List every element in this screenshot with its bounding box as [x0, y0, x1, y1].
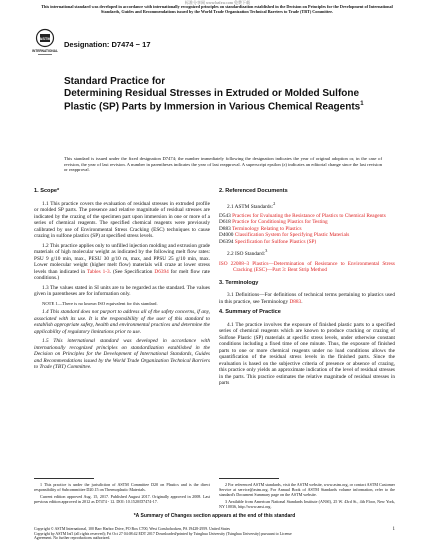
footnotes-left	[34, 473, 210, 506]
paragraph-1-2: 1.2 This practice applies only to unfilled injection molding and extrusion grade materials of high molecular weight as indicated by the following melt flow rates: PSU 9 g/10 min, max., PESU 30 g/10 m, max, and PPSU 25 g/10 min, max. Lower molecular weight (higher melt flow) materials will craze at lower stress levels than indicated in Tables 1-3. (See Specification D6394 for melt flow rate conditions.)	[34, 242, 211, 281]
title-line-2: Determining Residual Stresses in Extruded or Molded Sulfone Plastic (SP) Parts by Immersion in Various Chemical Reagents$^1$	[64, 87, 364, 113]
reference-item[interactable]	[219, 239, 395, 246]
reference-code: D618	[219, 219, 231, 226]
reference-code: D6394	[219, 238, 234, 245]
section-heading-scope: 1. Scope*	[34, 188, 60, 194]
copyright-block	[34, 527, 394, 541]
title-line-1: Standard Practice for	[64, 76, 166, 87]
iso-reference[interactable]: ISO 22088–3 Plastics—Determination of Resistance to Environmental Stress Cracking (ESC)—Part 3: Bent Strip Method	[219, 260, 395, 274]
left-column	[34, 188, 210, 374]
reference-code: D543	[219, 212, 231, 219]
footnote-2: 2 For referenced ASTM standards, visit the ASTM website, www.astm.org, or contact ASTM Customer Service at service@astm.org. For Annual Book of ASTM Standards volume information, refer to the standard's Document Summary page on the ASTM website.	[219, 482, 395, 497]
paragraph-1-5: 1.5 This international standard was developed in accordance with internationally recognized principles on standardization established in the Decision on Principles for the Development of International Standards, Guides and Recommendations issued by the World Trade Organization Technical Barriers to Trade (TBT) Committee.	[34, 338, 210, 371]
page-number: 1	[392, 527, 395, 532]
reference-title[interactable]: Classification System for Specifying Plastic Materials	[234, 232, 350, 239]
iso-standard-label: 2.2 ISO Standard:$^3$	[227, 248, 268, 258]
section-heading-terminology: 3. Terminology	[219, 279, 259, 286]
section-heading-summary: 4. Summary of Practice	[219, 309, 281, 316]
paragraph-4-1: 4.1 The practice involves the exposure of finished plastic parts to a specified series of chemical reagents which are known to produce cracking or crazing of Sulfone Plastic (SP) materials at specific stress levels, under otherwise constant conditions including a fixed time of one minute. Thus, the exposure of finished parts to one or more chemical reagents under no load conditions allows the quantification of the residual stress levels in the finished parts. Since the evaluation is based on the subjective criteria of presence or absence of crazing, this practice only yields an approximate indication of the level of residual stresses in the parts. This practice estimates the relative magnitude of residual stresses in parts	[219, 321, 395, 387]
license-line: Copyright by ASTM Int'l (all rights reserved); Fri Oct 27 04:08:42 EDT 2017 Downloaded/printed by Tsinghua University (Tsinghua University) pursuant to License Agreement. No further reproductions authorized.	[34, 531, 292, 541]
svg-text:ASTM: ASTM	[39, 36, 51, 42]
reference-title[interactable]: Practices for Evaluating the Resistance of Plastics to Chemical Reagents	[232, 212, 386, 219]
header-notice: This international standard was developed in accordance with internationally recognized principles on standardization established in the Decision on Principles for the Development of International Standards, Guides and Recommendations issued by the World Trade Organization Technical Barriers to Trade (TBT) Committee.	[41, 4, 393, 14]
astm-standards-label: 2.1 ASTM Standards:$^2$	[227, 200, 276, 210]
copyright-line: Copyright © ASTM International, 100 Barr Harbor Drive, PO Box C700, West Conshohocken, PA 19428-2959. United States	[34, 527, 230, 531]
svg-text:INTERNATIONAL: INTERNATIONAL	[32, 49, 58, 53]
footnote-1-edition: Current edition approved Aug. 15, 2017. Published August 2017. Originally approved in 2008. Last previous edition approved in 2012 as D7474 - 12. DOI: 10.1520/D7474-17.	[34, 494, 210, 504]
right-column	[219, 188, 395, 390]
section-heading-referenced-documents: 2. Referenced Documents	[219, 188, 288, 194]
reference-code: D883	[219, 225, 231, 232]
d6394-link[interactable]: D6394	[154, 268, 169, 275]
reference-title[interactable]: Terminology Relating to Plastics	[232, 225, 302, 232]
paragraph-3-1: 3.1 Definitions—For definitions of technical terms pertaining to plastics used in this practice, see Terminology D883.	[219, 292, 395, 305]
tables-link[interactable]: Tables 1-3	[86, 268, 110, 275]
astm-logo	[32, 28, 58, 66]
reference-title[interactable]: Specification for Sulfone Plastics (SP)	[234, 238, 317, 245]
designation: Designation: D7474 − 17	[64, 40, 151, 49]
paragraph-1-4: 1.4 This standard does not purport to address all of the safety concerns, if any, associated with its use. It is the responsibility of the user of this standard to establish appropriate safety, health and environmental practices and determine the applicability of regulatory limitations prior to use.	[34, 309, 210, 335]
document-title	[64, 76, 374, 113]
footnote-divider	[219, 478, 279, 479]
reference-code: D4000	[219, 232, 234, 239]
paragraph-1-1: 1.1 This practice covers the evaluation of residual stresses in extruded profile or molded SP parts. The presence and relative magnitude of residual stresses are indicated by the crazing of the specimen part upon immersion in one or more of a series of chemical reagents. The specified chemical reagents were previously calibrated by use of Environmental Stress Cracking (ESC) techniques to cause crazing in sulfone plastics (SP) at specified stress levels.	[34, 200, 210, 239]
reference-list	[219, 213, 395, 246]
watermark-text: 标准分享网 www.bzfxw.com 免费下载	[185, 0, 251, 5]
summary-of-changes-banner: *A Summary of Changes section appears at the end of this standard	[133, 513, 296, 519]
d883-link[interactable]: D883	[289, 298, 302, 305]
note-1: NOTE 1—There is no known ISO equivalent for this standard.	[42, 300, 158, 306]
footnote-divider	[34, 478, 94, 479]
reference-title[interactable]: Practice for Conditioning Plastics for Testing	[232, 219, 328, 226]
footnote-1: 1 This practice is under the jurisdiction of ASTM Committee D20 on Plastics and is the direct responsibility of Subcommittee D20.15 on Thermoplastic Materials.	[34, 482, 210, 492]
footnote-3: 3 Available from American National Standards Institute (ANSI), 25 W. 43rd St., 4th Floor, New York, NY 10036, http://www.ansi.org.	[219, 499, 395, 509]
preamble: This standard is issued under the fixed designation D7474; the number immediately following the designation indicates the year of original adoption or, in the case of revision, the year of last revision. A number in parentheses indicates the year of last reapproval. A superscript epsilon (ε) indicates an editorial change since the last revision or reapproval.	[64, 156, 382, 173]
footnotes-right	[219, 473, 395, 511]
paragraph-1-3: 1.3 The values stated in SI units are to be regarded as the standard. The values given in parentheses are for information only.	[34, 284, 210, 297]
